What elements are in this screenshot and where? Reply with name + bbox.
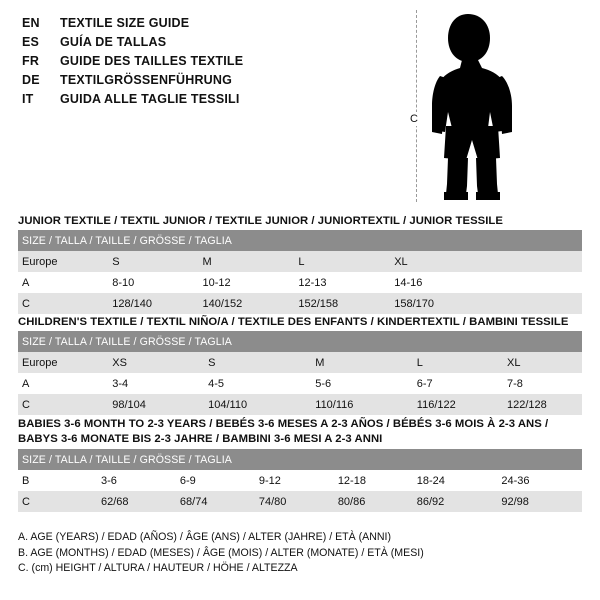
language-title: TEXTILE SIZE GUIDE [60, 16, 190, 30]
section-title-children: CHILDREN'S TEXTILE / TEXTIL NIÑO/A / TEXTILE DES ENFANTS / KINDERTEXTIL / BAMBINI TESSILE [18, 316, 569, 328]
table-cell: L [413, 352, 503, 373]
table-cell: A [18, 272, 108, 293]
table-cell: 24-36 [497, 470, 582, 491]
table-cell: Europe [18, 352, 108, 373]
language-code: IT [22, 92, 34, 106]
table-cell: B [18, 470, 97, 491]
table-row [18, 470, 582, 491]
table-cell: 7-8 [503, 373, 582, 394]
table-cell: 104/110 [204, 394, 311, 415]
table-cell: XL [503, 352, 582, 373]
table-cell: 10-12 [198, 272, 294, 293]
section-junior [18, 215, 582, 314]
language-code: EN [22, 16, 40, 30]
table-cell: 3-4 [108, 373, 204, 394]
measure-c-label: C [410, 113, 418, 125]
table-cell: 122/128 [503, 394, 582, 415]
table-cell: M [311, 352, 413, 373]
table-cell: A [18, 373, 108, 394]
language-title: TEXTILGRÖSSENFÜHRUNG [60, 73, 233, 87]
table-head-row [18, 449, 582, 470]
table-head-row [18, 230, 582, 251]
section-title-junior: JUNIOR TEXTILE / TEXTIL JUNIOR / TEXTILE JUNIOR / JUNIORTEXTIL / JUNIOR TESSILE [18, 215, 503, 227]
language-title: GUIDE DES TAILLES TEXTILE [60, 54, 244, 68]
table-cell: 80/86 [334, 491, 413, 512]
table-row [18, 491, 582, 512]
legend-line-c: C. (cm) HEIGHT / ALTURA / HAUTEUR / HÖHE / ALTEZZA [18, 562, 298, 574]
table-cell: 128/140 [108, 293, 198, 314]
table-head-row [18, 331, 582, 352]
legend-line-a: A. AGE (YEARS) / EDAD (AÑOS) / ÂGE (ANS) / ALTER (JAHRE) / ETÀ (ANNI) [18, 531, 391, 543]
language-code: FR [22, 54, 40, 68]
language-row [22, 14, 352, 33]
language-row [22, 52, 352, 71]
language-row [22, 90, 352, 109]
table-cell: 68/74 [176, 491, 255, 512]
table-cell: 12-13 [294, 272, 390, 293]
table-row [18, 293, 582, 314]
table-cell: 152/158 [294, 293, 390, 314]
table-row [18, 272, 582, 293]
section-babies [18, 417, 582, 512]
table-cell: XL [390, 251, 582, 272]
table-cell: 110/116 [311, 394, 413, 415]
language-code: DE [22, 73, 40, 87]
table-row [18, 394, 582, 415]
table-cell: 92/98 [497, 491, 582, 512]
table-head-cell: SIZE / TALLA / TAILLE / GRÖSSE / TAGLIA [18, 331, 582, 352]
table-cell: S [108, 251, 198, 272]
language-title: GUÍA DE TALLAS [60, 35, 167, 49]
table-cell: 74/80 [255, 491, 334, 512]
table-cell: 18-24 [413, 470, 498, 491]
table-cell: 6-7 [413, 373, 503, 394]
language-row [22, 71, 352, 90]
table-cell: 116/122 [413, 394, 503, 415]
table-cell: C [18, 293, 108, 314]
language-header-block [22, 14, 352, 109]
table-cell: XS [108, 352, 204, 373]
babies-size-table [18, 449, 582, 512]
table-cell: 3-6 [97, 470, 176, 491]
children-size-table [18, 331, 582, 415]
table-cell: C [18, 394, 108, 415]
table-cell: L [294, 251, 390, 272]
table-row [18, 251, 582, 272]
table-cell: 140/152 [198, 293, 294, 314]
table-head-cell: SIZE / TALLA / TAILLE / GRÖSSE / TAGLIA [18, 449, 582, 470]
section-children [18, 316, 582, 415]
language-row [22, 33, 352, 52]
table-cell: 6-9 [176, 470, 255, 491]
table-cell: C [18, 491, 97, 512]
legend [18, 530, 582, 577]
table-cell: S [204, 352, 311, 373]
table-cell: M [198, 251, 294, 272]
table-row [18, 352, 582, 373]
legend-line-b: B. AGE (MONTHS) / EDAD (MESES) / ÂGE (MOIS) / ALTER (MONATE) / ETÀ (MESI) [18, 546, 424, 559]
table-cell: 5-6 [311, 373, 413, 394]
measurement-figure [402, 8, 592, 204]
table-cell: 98/104 [108, 394, 204, 415]
table-row [18, 373, 582, 394]
section-title-babies [18, 417, 582, 446]
table-cell: 14-16 [390, 272, 582, 293]
table-head-cell: SIZE / TALLA / TAILLE / GRÖSSE / TAGLIA [18, 230, 582, 251]
table-cell: 62/68 [97, 491, 176, 512]
table-cell: 158/170 [390, 293, 582, 314]
table-cell: 8-10 [108, 272, 198, 293]
table-cell: 4-5 [204, 373, 311, 394]
height-reference-line [416, 10, 417, 202]
table-cell: 86/92 [413, 491, 498, 512]
table-cell: 9-12 [255, 470, 334, 491]
language-title: GUIDA ALLE TAGLIE TESSILI [60, 92, 240, 106]
language-code: ES [22, 35, 40, 49]
section-title-babies-line2: BABYS 3-6 MONATE BIS 2-3 JAHRE / BAMBINI 3-6 MESI A 2-3 ANNI [18, 432, 383, 445]
junior-size-table [18, 230, 582, 314]
table-cell: Europe [18, 251, 108, 272]
toddler-silhouette-icon [432, 8, 582, 204]
section-title-babies-line1: BABIES 3-6 MONTH TO 2-3 YEARS / BEBÉS 3-6 MESES A 2-3 AÑOS / BÉBÉS 3-6 MOIS À 2-3 ANS / [18, 418, 549, 430]
table-cell: 12-18 [334, 470, 413, 491]
